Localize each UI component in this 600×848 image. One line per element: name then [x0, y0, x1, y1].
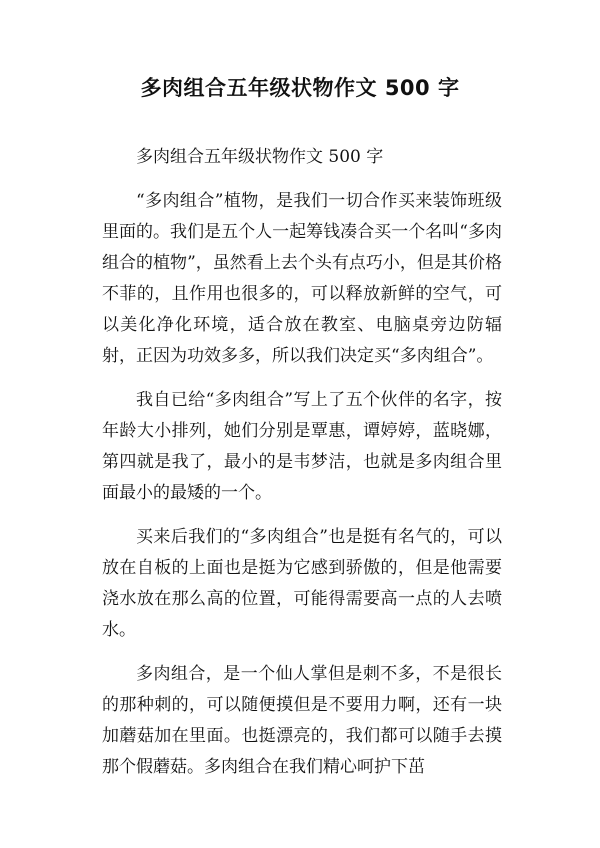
document-body: [102, 142, 502, 796]
paragraph-subtitle: 多肉组合五年级状物作文 500 字: [136, 147, 384, 167]
paragraph-3: 买来后我们的“多肉组合”也是挺有名气的，可以放在自板的上面也是挺为它感到骄傲的，但是他需要浇水放在那么高的位置，可能得需要高一点的人去喷水。: [102, 527, 502, 640]
document-title: 多肉组合五年级状物作文 500 字: [140, 76, 460, 100]
paragraph-4: 多肉组合，是一个仙人掌但是刺不多，不是很长的那种刺的，可以随便摸但是不要用力啊，还有一块加蘑菇加在里面。也挺漂亮的，我们都可以随手去摸那个假蘑菇。多肉组合在我们精心呵护下茁: [102, 664, 502, 777]
paragraph-2: 我自已给“多肉组合”写上了五个伙伴的名字，按年龄大小排列，她们分别是覃惠，谭婷婷，蓝晓娜，第四就是我了，最小的是韦梦洁，也就是多肉组合里面最小的最矮的一个。: [102, 390, 502, 503]
paragraph-1: “多肉组合”植物，是我们一切合作买来装饰班级里面的。我们是五个人一起筹钱凑合买一个名叫“多肉组合的植物”，虽然看上去个头有点巧小，但是其价格不菲的，且作用也很多的，可以释放新鲜的空气，可以美化净化环境，适合放在教室、电脑桌旁边防辐射，正因为功效多多，所以我们决定买“多肉组合”。: [102, 191, 502, 366]
